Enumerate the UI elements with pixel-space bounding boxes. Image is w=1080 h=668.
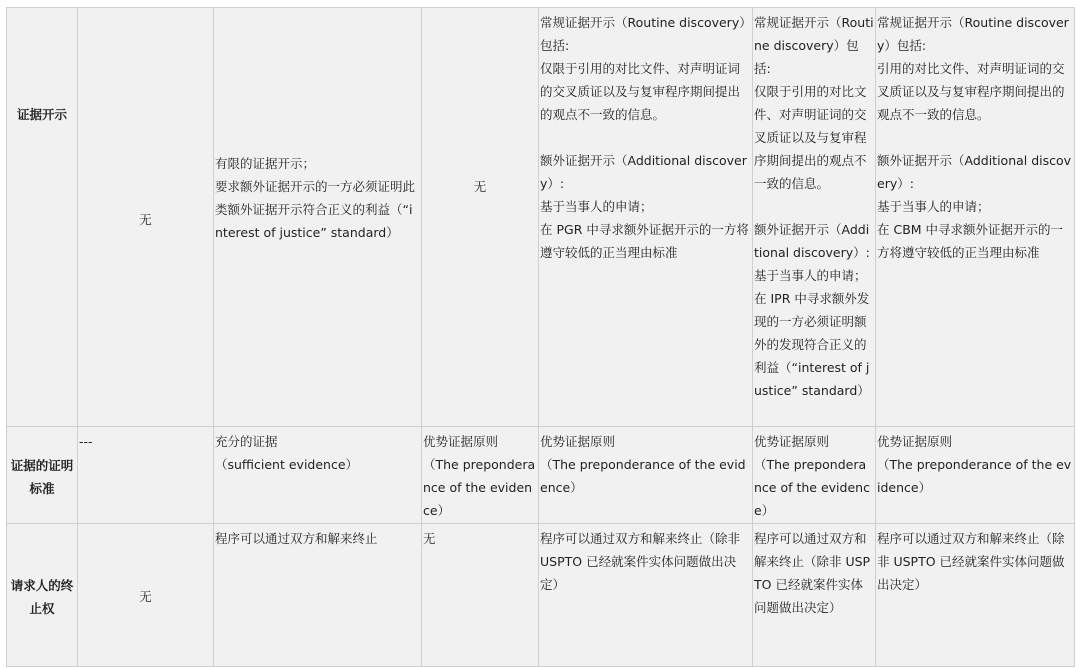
text-line: 在 IPR 中寻求额外发现的一方必须证明额外的发现符合正义的利益（“interest of justice” standard） — [754, 291, 870, 398]
table-row-discovery — [7, 8, 1075, 427]
cell-termination-col6: 程序可以通过双方和解来终止（除非 USPTO 已经就案件实体问题做出决定） — [876, 524, 1075, 667]
text-line: 常规证据开示（Routine discovery）包括: — [754, 15, 874, 76]
cell-discovery-col1: 无 — [78, 8, 214, 427]
cell-termination-col3: 无 — [422, 524, 539, 667]
cell-standard-col6 — [876, 427, 1075, 524]
cell-standard-col5 — [753, 427, 876, 524]
cell-standard-col1: --- — [78, 427, 214, 524]
text-line: 常规证据开示（Routine discovery）包括: — [877, 15, 1069, 53]
cell-termination-col5: 程序可以通过双方和解来终止（除非 USPTO 已经就案件实体问题做出决定） — [753, 524, 876, 667]
text-line: 优势证据原则 — [754, 434, 830, 449]
text-line: （sufficient evidence） — [215, 457, 359, 472]
cell-standard-col4 — [539, 427, 753, 524]
cell-standard-col2 — [214, 427, 422, 524]
text-line: 优势证据原则 — [877, 434, 953, 449]
text-line: 在 CBM 中寻求额外证据开示的一方将遵守较低的正当理由标准 — [877, 222, 1064, 260]
text-line: 额外证据开示（Additional discovery）: — [540, 153, 747, 191]
cell-discovery-col3: 无 — [422, 8, 539, 427]
text-line: 在 PGR 中寻求额外证据开示的一方将遵守较低的正当理由标准 — [540, 222, 749, 260]
cell-standard-col3 — [422, 427, 539, 524]
text-line: （The preponderance of the evidence） — [423, 457, 536, 518]
text-line: 充分的证据 — [215, 434, 278, 449]
text-line: （The preponderance of the evidence） — [540, 457, 746, 495]
row-header-standard: 证据的证明标准 — [7, 427, 78, 524]
text-line: 基于当事人的申请； — [540, 199, 653, 214]
table-row-termination — [7, 524, 1075, 667]
text-line: 基于当事人的申请； — [754, 268, 867, 283]
cell-discovery-col2 — [214, 8, 422, 427]
cell-discovery-col5 — [753, 8, 876, 427]
text-line: 仅限于引用的对比文件、对声明证词的交叉质证以及与复审程序期间提出的观点不一致的信息。 — [754, 84, 867, 191]
row-header-termination: 请求人的终止权 — [7, 524, 78, 667]
text-line: 引用的对比文件、对声明证词的交叉质证以及与复审程序期间提出的观点不一致的信息。 — [877, 61, 1065, 122]
text-line: 基于当事人的申请； — [877, 199, 990, 214]
table-row-standard — [7, 427, 1075, 524]
text-line: 额外证据开示（Additional discovery）: — [754, 222, 870, 260]
cell-termination-col1: 无 — [78, 524, 214, 667]
text-line: 仅限于引用的对比文件、对声明证词的交叉质证以及与复审程序期间提出的观点不一致的信息。 — [540, 61, 741, 122]
cell-termination-col2: 程序可以通过双方和解来终止 — [214, 524, 422, 667]
text-line: （The preponderance of the evidence） — [877, 457, 1072, 495]
text-line: 额外证据开示（Additional discovery）: — [877, 153, 1072, 191]
text-line: 常规证据开示（Routine discovery）包括: — [540, 15, 746, 53]
text-line: 要求额外证据开示的一方必须证明此类额外证据开示符合正义的利益（“interest of justice” standard） — [215, 179, 416, 240]
comparison-table — [6, 7, 1075, 667]
text-line: 优势证据原则 — [423, 434, 499, 449]
cell-discovery-col6 — [876, 8, 1075, 427]
text-line: 优势证据原则 — [540, 434, 616, 449]
text-line: （The preponderance of the evidence） — [754, 457, 870, 518]
cell-discovery-col4 — [539, 8, 753, 427]
cell-termination-col4: 程序可以通过双方和解来终止（除非 USPTO 已经就案件实体问题做出决定） — [539, 524, 753, 667]
text-line: 有限的证据开示； — [215, 156, 316, 171]
row-header-discovery: 证据开示 — [7, 8, 78, 427]
